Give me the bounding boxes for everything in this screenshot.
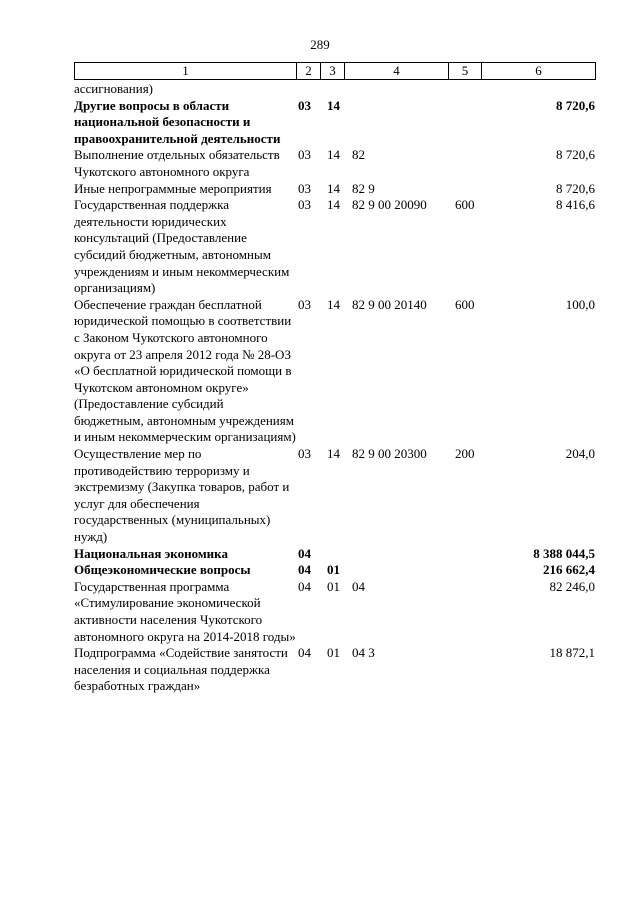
row-name: Государственная поддержка деятельности юридических консультаций (Предоставление субсидий бюджетным, автономным учреждениям и иным некоммерческим организациям) xyxy=(74,197,290,296)
row-amount: 8 720,6 xyxy=(556,180,595,196)
row-target-article: 82 xyxy=(352,147,365,163)
row-amount: 18 872,1 xyxy=(549,645,595,661)
row-expense-type: 200 xyxy=(455,446,475,462)
column-header-3: 3 xyxy=(321,63,345,80)
row-subsection: 01 xyxy=(327,645,340,661)
row-section: 04 xyxy=(298,562,311,578)
row-amount: 8 416,6 xyxy=(556,197,595,213)
row-expense-type: 600 xyxy=(455,296,475,312)
table-row xyxy=(74,181,595,198)
table-row xyxy=(74,579,595,645)
row-section: 03 xyxy=(298,446,311,462)
row-subsection: 14 xyxy=(327,446,340,462)
row-amount: 204,0 xyxy=(565,446,595,462)
row-subsection: 01 xyxy=(327,562,340,578)
table-row xyxy=(74,446,595,546)
row-section: 04 xyxy=(298,545,311,561)
row-section: 03 xyxy=(298,296,311,312)
row-section: 03 xyxy=(298,197,311,213)
table-row xyxy=(74,147,595,180)
row-target-article: 82 9 00 20300 xyxy=(352,446,427,462)
table-row xyxy=(74,197,595,297)
row-target-article: 82 9 00 20140 xyxy=(352,296,427,312)
row-amount: 8 720,6 xyxy=(556,97,595,113)
table-row xyxy=(74,546,595,563)
row-section: 03 xyxy=(298,147,311,163)
row-target-article: 04 xyxy=(352,578,365,594)
column-header-4: 4 xyxy=(345,63,449,80)
column-header-row xyxy=(75,63,596,80)
row-name: Осуществление мер по противодействию терроризму и экстремизму (Закупка товаров, работ и услуг для обеспечения государственных (муниципальных) нужд) xyxy=(74,446,290,545)
row-expense-type: 600 xyxy=(455,197,475,213)
row-section: 03 xyxy=(298,180,311,196)
page-number: 289 xyxy=(310,37,330,52)
row-target-article: 04 3 xyxy=(352,645,375,661)
row-name: Иные непрограммные мероприятия xyxy=(74,180,272,196)
row-subsection: 14 xyxy=(327,296,340,312)
row-amount: 8 388 044,5 xyxy=(533,545,595,561)
row-name: Выполнение отдельных обязательств Чукотского автономного округа xyxy=(74,147,280,179)
row-name: Общеэкономические вопросы xyxy=(74,562,251,578)
row-section: 04 xyxy=(298,645,311,661)
table-row xyxy=(74,645,595,695)
column-header-6: 6 xyxy=(482,63,596,80)
column-header-5: 5 xyxy=(449,63,482,80)
budget-table-body xyxy=(74,81,595,695)
row-amount: 82 246,0 xyxy=(549,578,595,594)
row-target-article: 82 9 00 20090 xyxy=(352,197,427,213)
row-amount: 8 720,6 xyxy=(556,147,595,163)
row-name: Подпрограмма «Содействие занятости населения и социальная поддержка безработных граждан» xyxy=(74,645,288,694)
row-name: Национальная экономика xyxy=(74,545,228,561)
table-row xyxy=(74,562,595,579)
row-section: 04 xyxy=(298,578,311,594)
row-subsection: 14 xyxy=(327,147,340,163)
row-section: 03 xyxy=(298,97,311,113)
row-name: Обеспечение граждан бесплатной юридической помощью в соответствии с Законом Чукотского автономного округа от 23 апреля 2012 года № 28-ОЗ «О бесплатной юридической помощи в Чукотском автономном округе» (Предоставление субсидий бюджетным, автономным учреждениям и иным некоммерческим организациям) xyxy=(74,296,296,445)
row-name: Государственная программа «Стимулирование экономической активности населения Чукотского автономного округа на 2014-2018 годы» xyxy=(74,578,296,644)
table-row xyxy=(74,98,595,148)
row-subsection: 14 xyxy=(327,197,340,213)
row-amount: 216 662,4 xyxy=(543,562,595,578)
column-header-table xyxy=(74,62,596,80)
column-header-1: 1 xyxy=(75,63,297,80)
table-row xyxy=(74,297,595,446)
row-name: Другие вопросы в области национальной безопасности и правоохранительной деятельности xyxy=(74,97,281,146)
row-subsection: 14 xyxy=(327,97,340,113)
row-target-article: 82 9 xyxy=(352,180,375,196)
carry-over-text: ассигнования) xyxy=(74,81,154,96)
row-subsection: 01 xyxy=(327,578,340,594)
column-header-2: 2 xyxy=(297,63,321,80)
row-subsection: 14 xyxy=(327,180,340,196)
row-amount: 100,0 xyxy=(565,296,595,312)
